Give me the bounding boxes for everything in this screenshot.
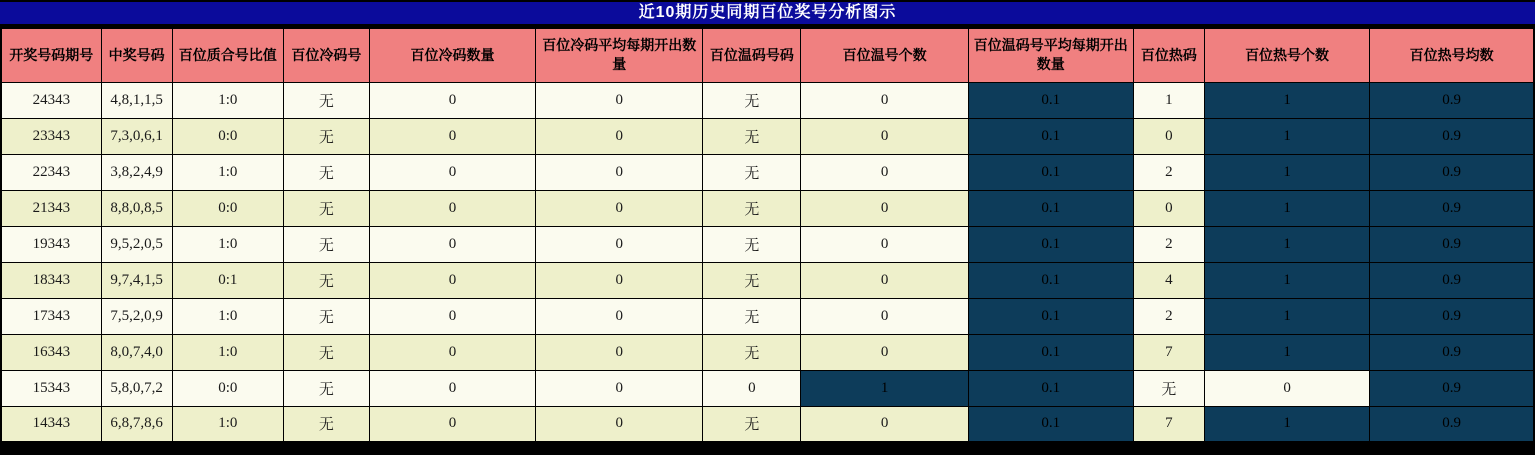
table-cell: 0 (536, 226, 703, 262)
table-cell: 1 (1204, 406, 1369, 442)
table-cell: 0 (1133, 190, 1204, 226)
table-cell: 0 (801, 154, 968, 190)
table-cell: 0 (801, 406, 968, 442)
table-cell: 无 (283, 226, 369, 262)
header-row (1, 28, 1534, 82)
table-cell: 17343 (1, 298, 101, 334)
table-cell: 24343 (1, 82, 101, 118)
table-cell: 1 (801, 370, 968, 406)
table-cell: 0 (703, 370, 801, 406)
table-cell: 无 (283, 190, 369, 226)
table-cell: 22343 (1, 154, 101, 190)
table-cell: 0 (369, 298, 535, 334)
table-cell: 0.9 (1370, 406, 1534, 442)
table-cell: 1:0 (172, 154, 283, 190)
table-cell: 0.1 (968, 82, 1133, 118)
table-row (1, 406, 1534, 442)
column-header: 百位温码号平均每期开出数量 (968, 28, 1133, 82)
table-cell: 0 (369, 226, 535, 262)
table-cell: 0 (801, 298, 968, 334)
table-cell: 0.9 (1370, 154, 1534, 190)
table-cell: 0 (369, 82, 535, 118)
table-cell: 21343 (1, 190, 101, 226)
column-header: 百位质合号比值 (172, 28, 283, 82)
page-title: 近10期历史同期百位奖号分析图示 (0, 0, 1535, 27)
table-cell: 6,8,7,8,6 (101, 406, 172, 442)
table-cell: 19343 (1, 226, 101, 262)
table-cell: 1:0 (172, 82, 283, 118)
table-cell: 0.9 (1370, 262, 1534, 298)
table-cell: 0.1 (968, 118, 1133, 154)
table-cell: 1:0 (172, 226, 283, 262)
table-cell: 7 (1133, 334, 1204, 370)
table-cell: 14343 (1, 406, 101, 442)
column-header: 百位温号个数 (801, 28, 968, 82)
table-cell: 无 (703, 334, 801, 370)
table-cell: 0.1 (968, 406, 1133, 442)
table-cell: 0.1 (968, 154, 1133, 190)
table-cell: 18343 (1, 262, 101, 298)
table-cell: 23343 (1, 118, 101, 154)
table-cell: 2 (1133, 226, 1204, 262)
column-header: 开奖号码期号 (1, 28, 101, 82)
table-cell: 1 (1133, 82, 1204, 118)
table-cell: 无 (283, 262, 369, 298)
table-cell: 0 (369, 334, 535, 370)
table-cell: 0 (536, 82, 703, 118)
table-cell: 7 (1133, 406, 1204, 442)
table-row (1, 118, 1534, 154)
table-cell: 0 (369, 154, 535, 190)
table-cell: 0 (536, 370, 703, 406)
table-cell: 0 (536, 298, 703, 334)
table-cell: 0.1 (968, 370, 1133, 406)
column-header: 百位热号均数 (1370, 28, 1534, 82)
table-cell: 0 (536, 334, 703, 370)
table-cell: 1:0 (172, 298, 283, 334)
table-cell: 1 (1204, 190, 1369, 226)
table-cell: 1 (1204, 262, 1369, 298)
table-cell: 0 (369, 262, 535, 298)
table-cell: 1 (1204, 154, 1369, 190)
table-cell: 0 (801, 190, 968, 226)
table-cell: 0 (369, 190, 535, 226)
table-cell: 3,8,2,4,9 (101, 154, 172, 190)
column-header: 百位冷码平均每期开出数量 (536, 28, 703, 82)
table-cell: 无 (703, 298, 801, 334)
table-cell: 1 (1204, 118, 1369, 154)
table-cell: 无 (283, 298, 369, 334)
table-cell: 0.1 (968, 334, 1133, 370)
table-cell: 0 (801, 334, 968, 370)
table-cell: 0.9 (1370, 190, 1534, 226)
table-cell: 9,5,2,0,5 (101, 226, 172, 262)
table-cell: 无 (283, 82, 369, 118)
table-cell: 1 (1204, 334, 1369, 370)
table-cell: 无 (703, 406, 801, 442)
table-cell: 15343 (1, 370, 101, 406)
table-cell: 0.1 (968, 226, 1133, 262)
column-header: 百位热码 (1133, 28, 1204, 82)
table-cell: 无 (283, 118, 369, 154)
table-cell: 0:0 (172, 370, 283, 406)
analysis-table (0, 27, 1535, 443)
table-cell: 0.1 (968, 262, 1133, 298)
table-cell: 无 (703, 82, 801, 118)
table-row (1, 370, 1534, 406)
table-cell: 4,8,1,1,5 (101, 82, 172, 118)
table-cell: 无 (703, 226, 801, 262)
table-cell: 0 (536, 406, 703, 442)
table-cell: 0 (536, 118, 703, 154)
table-cell: 0 (369, 118, 535, 154)
table-cell: 0 (801, 262, 968, 298)
table-cell: 0.1 (968, 298, 1133, 334)
table-row (1, 262, 1534, 298)
table-cell: 无 (283, 154, 369, 190)
table-cell: 0 (801, 226, 968, 262)
table-cell: 1 (1204, 82, 1369, 118)
table-cell: 0.9 (1370, 298, 1534, 334)
table-cell: 0 (536, 190, 703, 226)
table-cell: 2 (1133, 154, 1204, 190)
table-cell: 0 (1204, 370, 1369, 406)
column-header: 中奖号码 (101, 28, 172, 82)
table-row (1, 82, 1534, 118)
table-row (1, 226, 1534, 262)
table-cell: 0 (536, 262, 703, 298)
table-cell: 1:0 (172, 334, 283, 370)
column-header: 百位冷码数量 (369, 28, 535, 82)
table-cell: 无 (1133, 370, 1204, 406)
table-cell: 5,8,0,7,2 (101, 370, 172, 406)
table-cell: 无 (283, 406, 369, 442)
table-cell: 无 (703, 262, 801, 298)
table-row (1, 334, 1534, 370)
table-cell: 0 (801, 118, 968, 154)
table-cell: 0.9 (1370, 82, 1534, 118)
table-cell: 无 (283, 334, 369, 370)
table-cell: 0.9 (1370, 118, 1534, 154)
table-cell: 0.9 (1370, 370, 1534, 406)
table-cell: 9,7,4,1,5 (101, 262, 172, 298)
table-cell: 7,5,2,0,9 (101, 298, 172, 334)
table-cell: 0:0 (172, 190, 283, 226)
table-cell: 无 (283, 370, 369, 406)
table-cell: 16343 (1, 334, 101, 370)
table-cell: 8,0,7,4,0 (101, 334, 172, 370)
column-header: 百位热号个数 (1204, 28, 1369, 82)
table-row (1, 154, 1534, 190)
table-cell: 7,3,0,6,1 (101, 118, 172, 154)
table-row (1, 190, 1534, 226)
table-cell: 0 (1133, 118, 1204, 154)
column-header: 百位冷码号 (283, 28, 369, 82)
table-cell: 0.9 (1370, 334, 1534, 370)
table-cell: 无 (703, 190, 801, 226)
table-cell: 0.1 (968, 190, 1133, 226)
table-cell: 0 (801, 82, 968, 118)
table-cell: 4 (1133, 262, 1204, 298)
table-cell: 无 (703, 118, 801, 154)
table-cell: 0 (536, 154, 703, 190)
table-cell: 无 (703, 154, 801, 190)
table-cell: 1 (1204, 298, 1369, 334)
table-cell: 0 (369, 370, 535, 406)
table-row (1, 298, 1534, 334)
table-cell: 8,8,0,8,5 (101, 190, 172, 226)
table-cell: 0:0 (172, 118, 283, 154)
table-cell: 0 (369, 406, 535, 442)
column-header: 百位温码号码 (703, 28, 801, 82)
table-cell: 1 (1204, 226, 1369, 262)
table-cell: 2 (1133, 298, 1204, 334)
table-cell: 1:0 (172, 406, 283, 442)
table-body (1, 82, 1534, 442)
table-cell: 0.9 (1370, 226, 1534, 262)
table-cell: 0:1 (172, 262, 283, 298)
